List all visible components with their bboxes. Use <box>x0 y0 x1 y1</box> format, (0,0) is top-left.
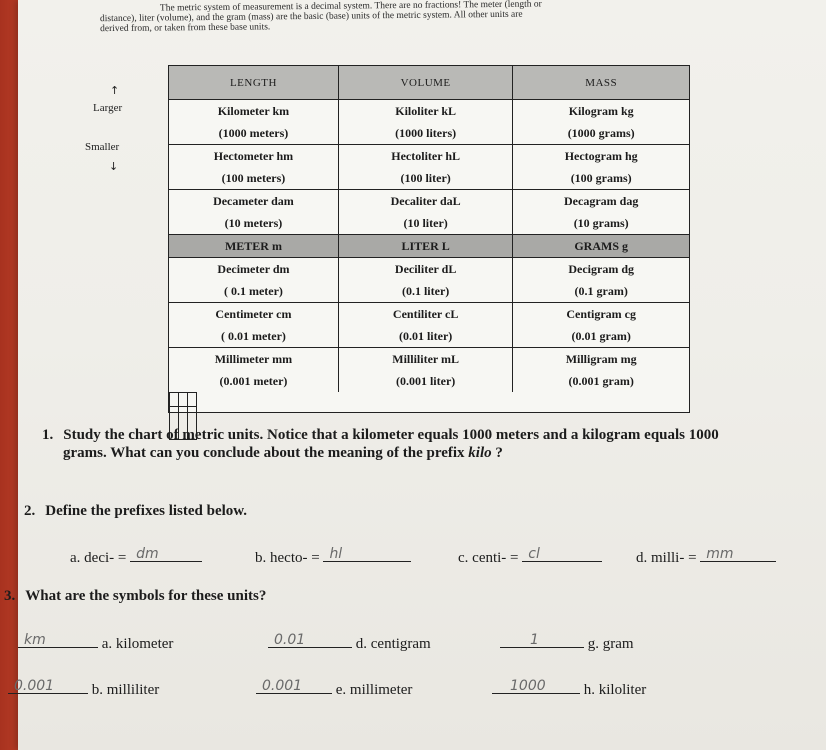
table-cell: Kilometer km <box>169 100 339 123</box>
table-row <box>169 212 690 235</box>
prefix-milli: d. milli- = mm <box>636 547 776 567</box>
table-cell: Hectogram hg <box>513 145 690 168</box>
table-cell: (0.01 liter) <box>338 325 512 348</box>
table-cell: Deciliter dL <box>338 258 512 281</box>
table-cell: (0.1 liter) <box>338 280 512 303</box>
table-row <box>169 100 690 123</box>
table-cell: (100 grams) <box>513 167 690 190</box>
table-cell: Decaliter daL <box>338 190 512 213</box>
table-row <box>169 122 690 145</box>
question-number: 3. <box>4 588 16 604</box>
answer-field-kiloliter[interactable]: 1000 <box>492 679 580 694</box>
table-row <box>169 303 690 326</box>
question-number: 2. <box>24 503 36 519</box>
table-cell: GRAMS g <box>513 235 690 258</box>
table-cell: (0.001 meter) <box>169 370 339 392</box>
symbol-millimeter: 0.001 e. millimeter <box>256 679 412 699</box>
symbol-kilometer: km a. kilometer <box>18 633 173 653</box>
table-cell: Decimeter dm <box>169 258 339 281</box>
table-cell: Centiliter cL <box>338 303 512 326</box>
question-3: 3. What are the symbols for these units? <box>4 588 267 604</box>
table-cell: (10 grams) <box>513 212 690 235</box>
table-header-row <box>169 66 690 100</box>
answer-field-milliliter[interactable]: 0.001 <box>8 679 88 694</box>
header-mass: MASS <box>513 66 690 100</box>
empty-table-row <box>169 392 197 407</box>
table-cell: LITER L <box>338 235 512 258</box>
up-arrow-icon: ↑ <box>110 84 120 97</box>
smaller-label: Smaller <box>85 141 120 153</box>
table-row <box>169 145 690 168</box>
table-cell: Centigram cg <box>513 303 690 326</box>
table-row <box>169 258 690 281</box>
symbol-milliliter: 0.001 b. milliliter <box>8 679 159 699</box>
table-cell: (100 meters) <box>169 167 339 190</box>
answer-field-milli[interactable]: mm <box>700 547 776 562</box>
table-cell: Millimeter mm <box>169 348 339 371</box>
prefix-deci: a. deci- = dm <box>70 547 202 567</box>
table-cell: Centimeter cm <box>169 303 339 326</box>
intro-line-2: distance), liter (volume), and the gram (mass) are the basic (base) units of the metric system. All other units are <box>99 9 523 25</box>
answer-field-hecto[interactable]: hl <box>323 547 411 562</box>
question-1-line-2: grams. What can you conclude about the meaning of the prefix kilo ? <box>63 445 503 461</box>
table-cell: (0.001 gram) <box>513 370 690 392</box>
table-cell: (0.1 gram) <box>513 280 690 303</box>
table-cell: METER m <box>169 235 339 258</box>
table-cell: ( 0.01 meter) <box>169 325 339 348</box>
prefix-centi: c. centi- = cl <box>458 547 602 567</box>
answer-field-millimeter[interactable]: 0.001 <box>256 679 332 694</box>
table-row <box>169 370 690 392</box>
question-number: 1. <box>42 427 54 443</box>
prefix-hecto: b. hecto- = hl <box>255 547 411 567</box>
table-cell: (100 liter) <box>338 167 512 190</box>
answer-field-centi[interactable]: cl <box>522 547 602 562</box>
table-cell: (0.001 liter) <box>338 370 512 392</box>
table-cell: Milligram mg <box>513 348 690 371</box>
answer-field-gram[interactable]: 1 <box>500 633 584 648</box>
table-cell: Kilogram kg <box>513 100 690 123</box>
table-cell: ( 0.1 meter) <box>169 280 339 303</box>
larger-label: Larger <box>93 102 123 114</box>
table-row <box>169 280 690 303</box>
table-row <box>169 325 690 348</box>
symbol-centigram: 0.01 d. centigram <box>268 633 431 653</box>
table-cell: (10 liter) <box>338 212 512 235</box>
table-cell: (10 meters) <box>169 212 339 235</box>
table-cell: Decigram dg <box>513 258 690 281</box>
answer-field-kilometer[interactable]: km <box>18 633 98 648</box>
base-unit-row <box>169 235 690 258</box>
symbol-kiloliter: 1000 h. kiloliter <box>492 679 646 699</box>
kilo-prefix: kilo <box>468 445 492 461</box>
question-1 <box>42 427 719 444</box>
intro-line-3: derived from, or taken from these base units. <box>100 22 271 35</box>
table-cell: Decameter dam <box>169 190 339 213</box>
table-cell: (1000 liters) <box>338 122 512 145</box>
answer-field-centigram[interactable]: 0.01 <box>268 633 352 648</box>
answer-field-deci[interactable]: dm <box>130 547 202 562</box>
table-cell: Hectoliter hL <box>338 145 512 168</box>
header-volume: VOLUME <box>338 66 512 100</box>
table-cell: Milliliter mL <box>338 348 512 371</box>
table-row <box>169 167 690 190</box>
header-length: LENGTH <box>169 66 339 100</box>
down-arrow-icon: ↓ <box>109 160 119 173</box>
table-cell: Hectometer hm <box>169 145 339 168</box>
table-cell: Kiloliter kL <box>338 100 512 123</box>
table-row <box>169 348 690 371</box>
question-1-line-1: Study the chart of metric units. Notice that a kilometer equals 1000 meters and a kilogram equals 1000 <box>63 427 719 443</box>
table-row <box>169 190 690 213</box>
table-cell: (0.01 gram) <box>513 325 690 348</box>
table-cell: (1000 grams) <box>513 122 690 145</box>
intro-line-1: The metric system of measurement is a decimal system. There are no fractions! The meter (length or <box>159 0 542 14</box>
table-cell: Decagram dag <box>513 190 690 213</box>
table-cell: (1000 meters) <box>169 122 339 145</box>
symbol-gram: 1 g. gram <box>500 633 634 653</box>
metric-units-table <box>168 65 690 413</box>
question-2: 2. Define the prefixes listed below. <box>24 503 248 519</box>
